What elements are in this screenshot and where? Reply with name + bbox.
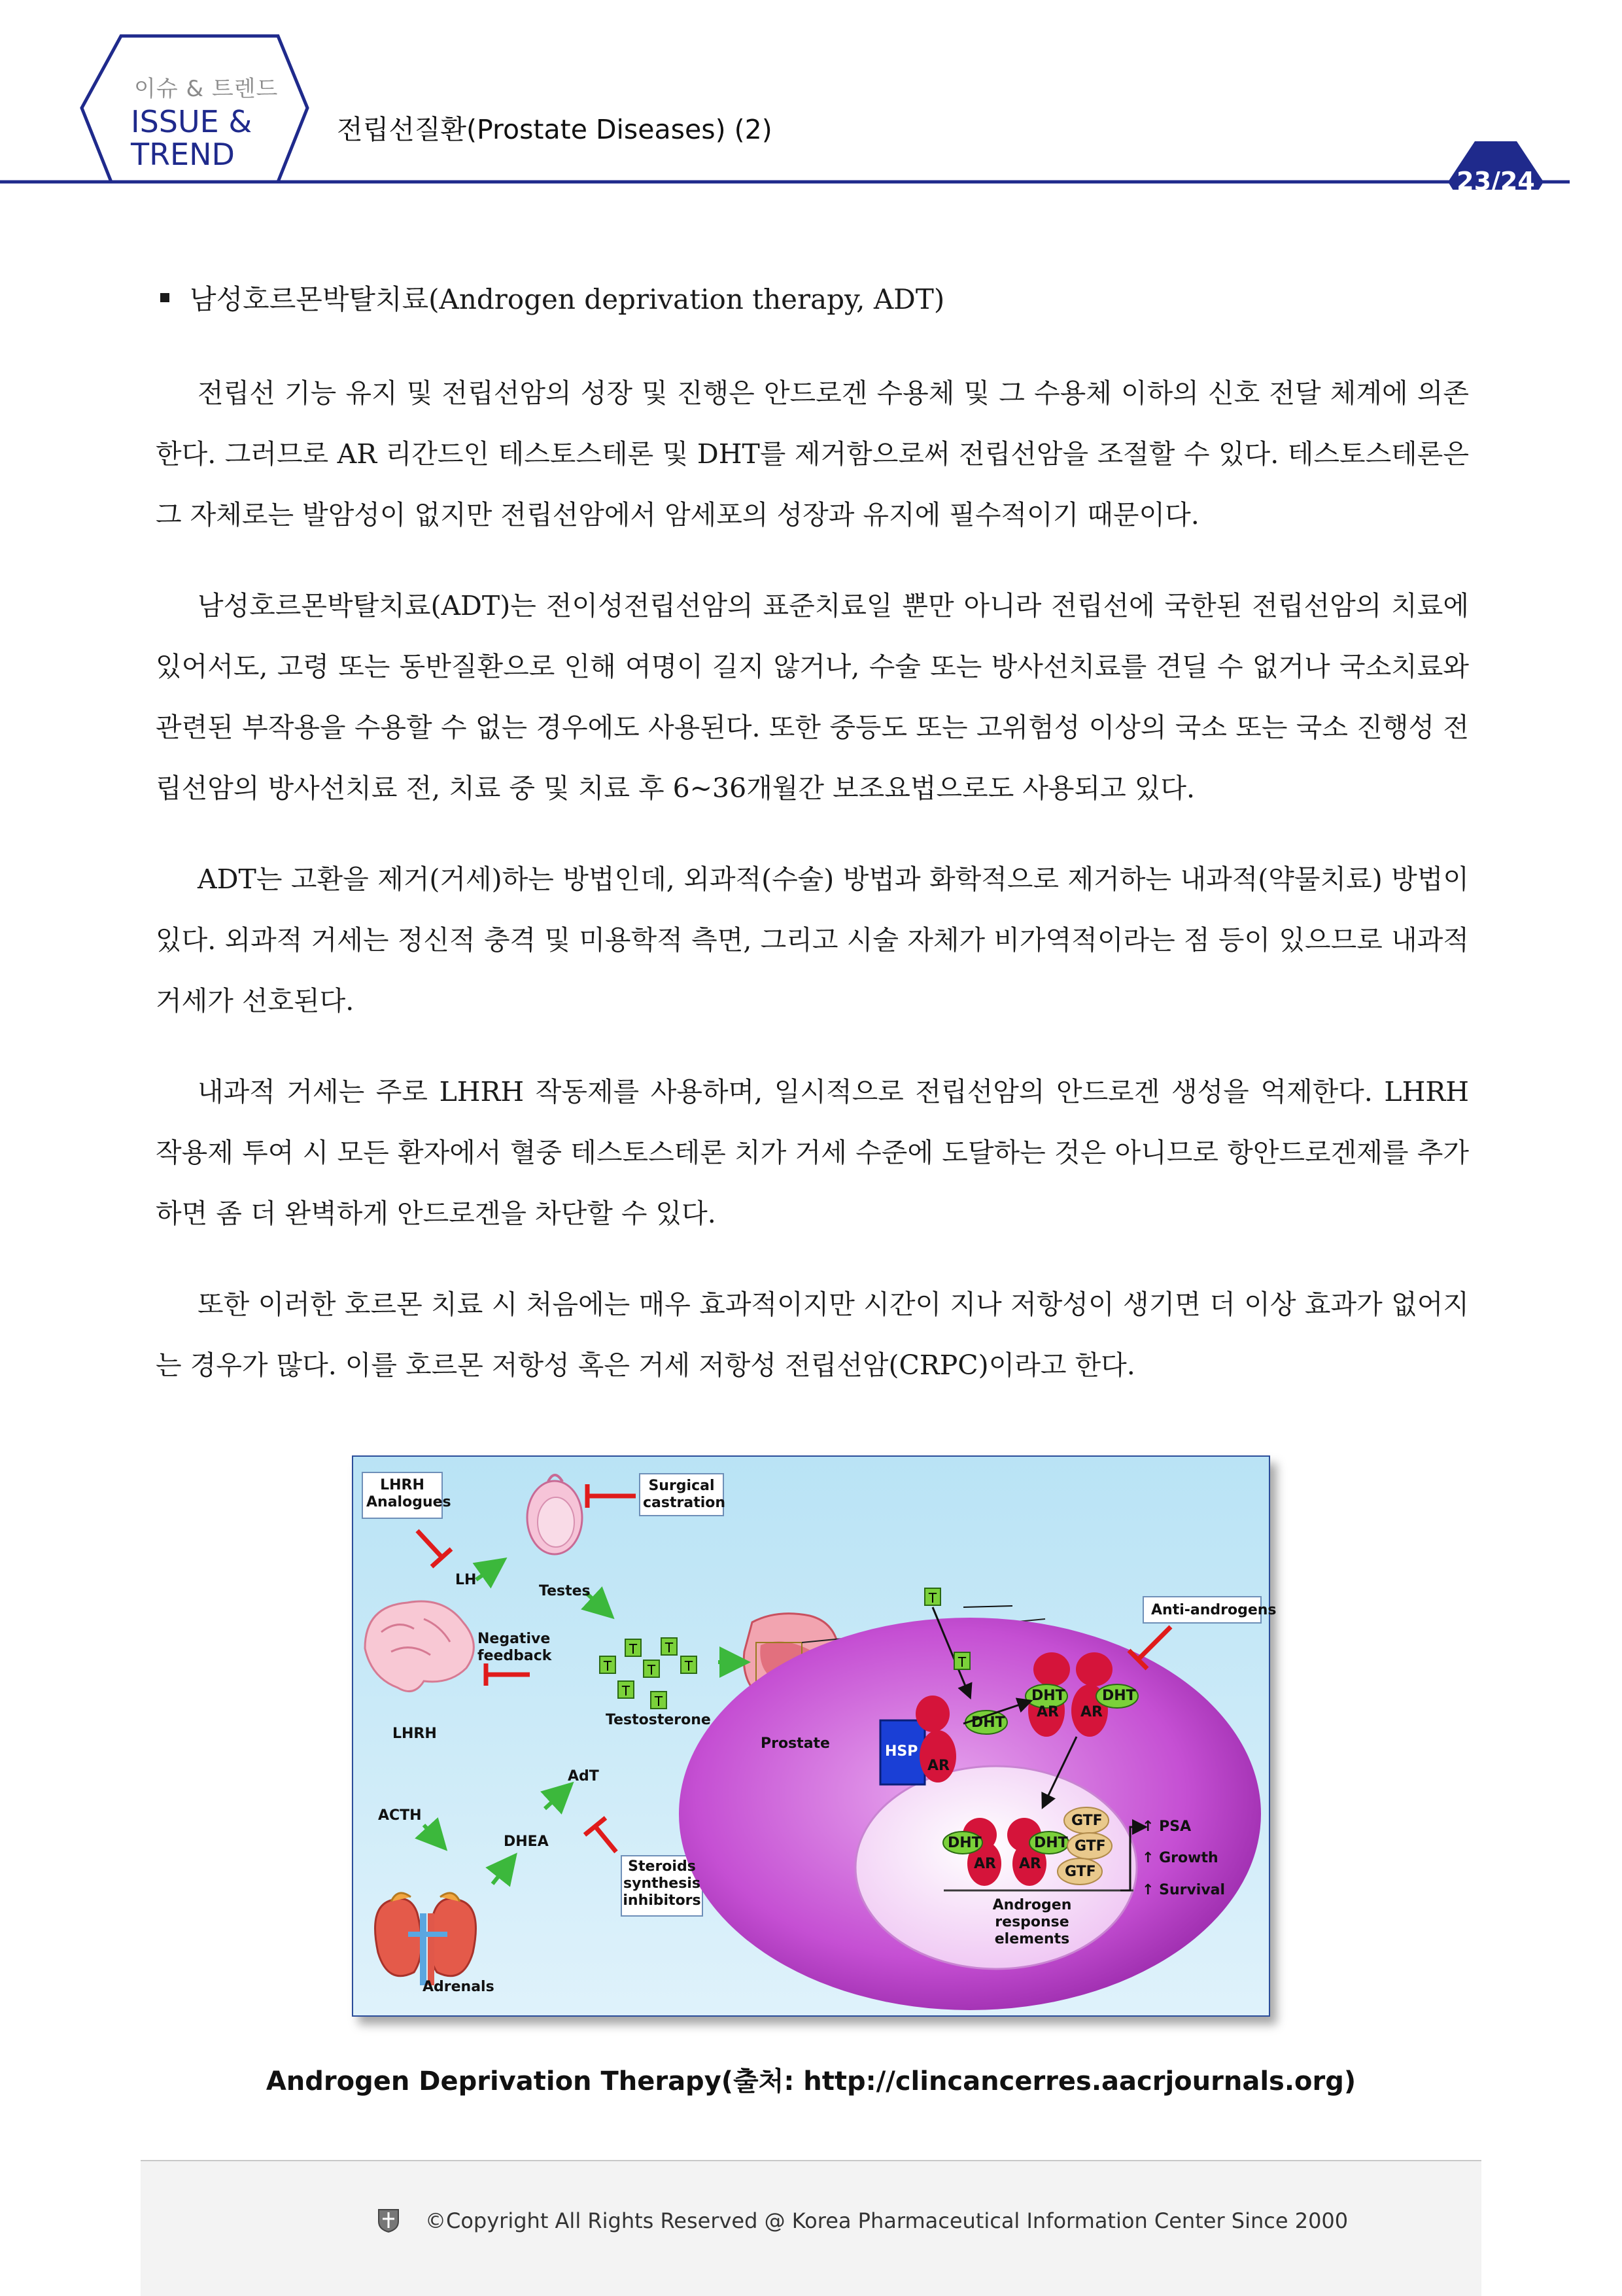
ar-head bbox=[1076, 1652, 1113, 1686]
label-dhea: DHEA bbox=[504, 1834, 549, 1850]
t-molecule: T bbox=[625, 1639, 642, 1657]
page-footer bbox=[141, 2160, 1481, 2296]
t-molecule: T bbox=[924, 1588, 941, 1606]
ar-receptor-hsp bbox=[920, 1730, 956, 1783]
label-gtf: GTF bbox=[1065, 1864, 1096, 1880]
label-gtf: GTF bbox=[1075, 1838, 1106, 1854]
copyright-text: ©Copyright All Rights Reserved @ Korea Pharmaceutical Information Center Since 2000 bbox=[425, 2208, 1349, 2233]
renal-vessel bbox=[408, 1932, 447, 1937]
bullet-square-icon bbox=[160, 293, 169, 302]
adt-diagram bbox=[352, 1455, 1277, 2017]
t-molecule: T bbox=[643, 1660, 660, 1678]
label-psa: ↑ PSA bbox=[1142, 1818, 1192, 1835]
kpic-emblem-icon bbox=[377, 2207, 400, 2233]
growth-text: Growth bbox=[1159, 1850, 1218, 1866]
t-molecule: T bbox=[617, 1680, 634, 1699]
label-prostate: Prostate bbox=[761, 1735, 830, 1752]
label-ar: AR bbox=[1037, 1704, 1059, 1720]
label-surgical-castration: Surgical castration bbox=[643, 1478, 726, 1511]
label-dht: DHT bbox=[1034, 1835, 1068, 1851]
figure-caption: Androgen Deprivation Therapy(출처: http://clincancerres.aacrjournals.org) bbox=[266, 2066, 1356, 2096]
t-molecule: T bbox=[599, 1656, 616, 1674]
label-testosterone: Testosterone bbox=[606, 1712, 711, 1728]
label-dht: DHT bbox=[1102, 1688, 1136, 1704]
psa-text: PSA bbox=[1159, 1818, 1192, 1835]
ar-head bbox=[1033, 1652, 1070, 1686]
t-molecule: T bbox=[680, 1656, 697, 1674]
blood-vessel-red bbox=[428, 1913, 434, 1985]
label-growth: ↑ Growth bbox=[1142, 1850, 1218, 1866]
logo-issue: ISSUE & bbox=[131, 104, 252, 139]
ar-head bbox=[916, 1696, 950, 1732]
page-number: 23/24 bbox=[1457, 167, 1535, 196]
label-androgen-response-elements: Androgen response elements bbox=[992, 1897, 1072, 1947]
label-ar: AR bbox=[1019, 1856, 1041, 1872]
document-title: 전립선질환(Prostate Diseases) (2) bbox=[337, 114, 772, 145]
t-molecule: T bbox=[650, 1691, 667, 1709]
label-lhrh-analogues: LHRH Analogues bbox=[366, 1477, 451, 1510]
paragraph-3: ADT는 고환을 제거(거세)하는 방법인데, 외과적(수술) 방법과 화학적으로 제거하는 내과적(약물치료) 방법이 있다. 외과적 거세는 정신적 충격 및 미용학적 측면, 그리고 시술 자체가 비가역적이라는 점 등이 있으므로 내과적 거세가 선호된다. bbox=[156, 863, 1469, 1017]
label-steroids-inhibitors: Steroids synthesis inhibitors bbox=[623, 1858, 701, 1909]
paragraph-2: 남성호르몬박탈치료(ADT)는 전이성전립선암의 표준치료일 뿐만 아니라 전립선에 국한된 전립선암의 치료에 있어서도, 고령 또는 동반질환으로 인해 여명이 길지 않거나, 수술 또는 방사선치료를 견딜 수 없거나 국소치료와 관련된 부작용을 수용할 수 없는 경우에도 사용된다. 또한 중등도 또는 고위험성 이상의 국소 또는 국소 진행성 전립선암의 방사선치료 전, 치료 중 및 치료 후 6~36개월간 보조요법으로도 사용되고 있다. bbox=[156, 590, 1469, 804]
paragraph-5: 또한 이러한 호르몬 치료 시 처음에는 매우 효과적이지만 시간이 지나 저항성이 생기면 더 이상 효과가 없어지는 경우가 많다. 이를 호르몬 저항성 혹은 거세 저항성 전립선암(CRPC)이라고 한다. bbox=[156, 1289, 1469, 1381]
paragraph-1: 전립선 기능 유지 및 전립선암의 성장 및 진행은 안드로겐 수용체 및 그 수용체 이하의 신호 전달 체계에 의존한다. 그러므로 AR 리간드인 테스토스테론 및 DHT를 제거함으로써 전립선암을 조절할 수 있다. 테스토스테론은 그 자체로는 발암성이 없지만 전립선암에서 암세포의 성장과 유지에 필수적이기 때문이다. bbox=[156, 377, 1469, 531]
label-lhrh: LHRH bbox=[392, 1726, 437, 1742]
label-testes: Testes bbox=[539, 1583, 591, 1599]
paragraph-4: 내과적 거세는 주로 LHRH 작동제를 사용하며, 일시적으로 전립선암의 안드로겐 생성을 억제한다. LHRH 작용제 투여 시 모든 환자에서 혈중 테스토스테론 치가 거세 수준에 도달하는 것은 아니므로 항안드로겐제를 추가하면 좀 더 완벽하게 안드로겐을 차단할 수 있다. bbox=[156, 1076, 1469, 1229]
label-adt: AdT bbox=[568, 1768, 599, 1784]
label-dht: DHT bbox=[1031, 1688, 1065, 1704]
kidney-right bbox=[430, 1899, 476, 1976]
label-dht: DHT bbox=[948, 1835, 982, 1851]
label-ar: AR bbox=[927, 1758, 950, 1774]
label-hsp: HSP bbox=[885, 1743, 918, 1760]
label-ar: AR bbox=[974, 1856, 996, 1872]
label-negative-feedback: Negative feedback bbox=[477, 1631, 552, 1664]
label-adrenals: Adrenals bbox=[423, 1979, 494, 1995]
page-header bbox=[0, 0, 1622, 196]
label-lh: LH bbox=[455, 1572, 477, 1588]
t-molecule: T bbox=[954, 1652, 971, 1670]
survival-text: Survival bbox=[1159, 1882, 1226, 1898]
logo-trend: TREND bbox=[131, 137, 235, 172]
label-dht: DHT bbox=[971, 1714, 1005, 1731]
blood-vessel-blue bbox=[420, 1913, 426, 1985]
label-acth: ACTH bbox=[378, 1807, 422, 1824]
kidney-left bbox=[375, 1899, 422, 1976]
label-anti-androgens: Anti-androgens bbox=[1151, 1602, 1277, 1618]
logo-issue-korean: 이슈 & 트렌드 bbox=[134, 76, 279, 102]
testes-inner bbox=[538, 1497, 574, 1547]
section-heading: 남성호르몬박탈치료(Androgen deprivation therapy, ADT) bbox=[190, 283, 945, 315]
label-gtf: GTF bbox=[1071, 1813, 1103, 1829]
label-survival: ↑ Survival bbox=[1142, 1882, 1226, 1898]
t-molecule: T bbox=[661, 1637, 678, 1656]
label-ar: AR bbox=[1080, 1704, 1103, 1720]
